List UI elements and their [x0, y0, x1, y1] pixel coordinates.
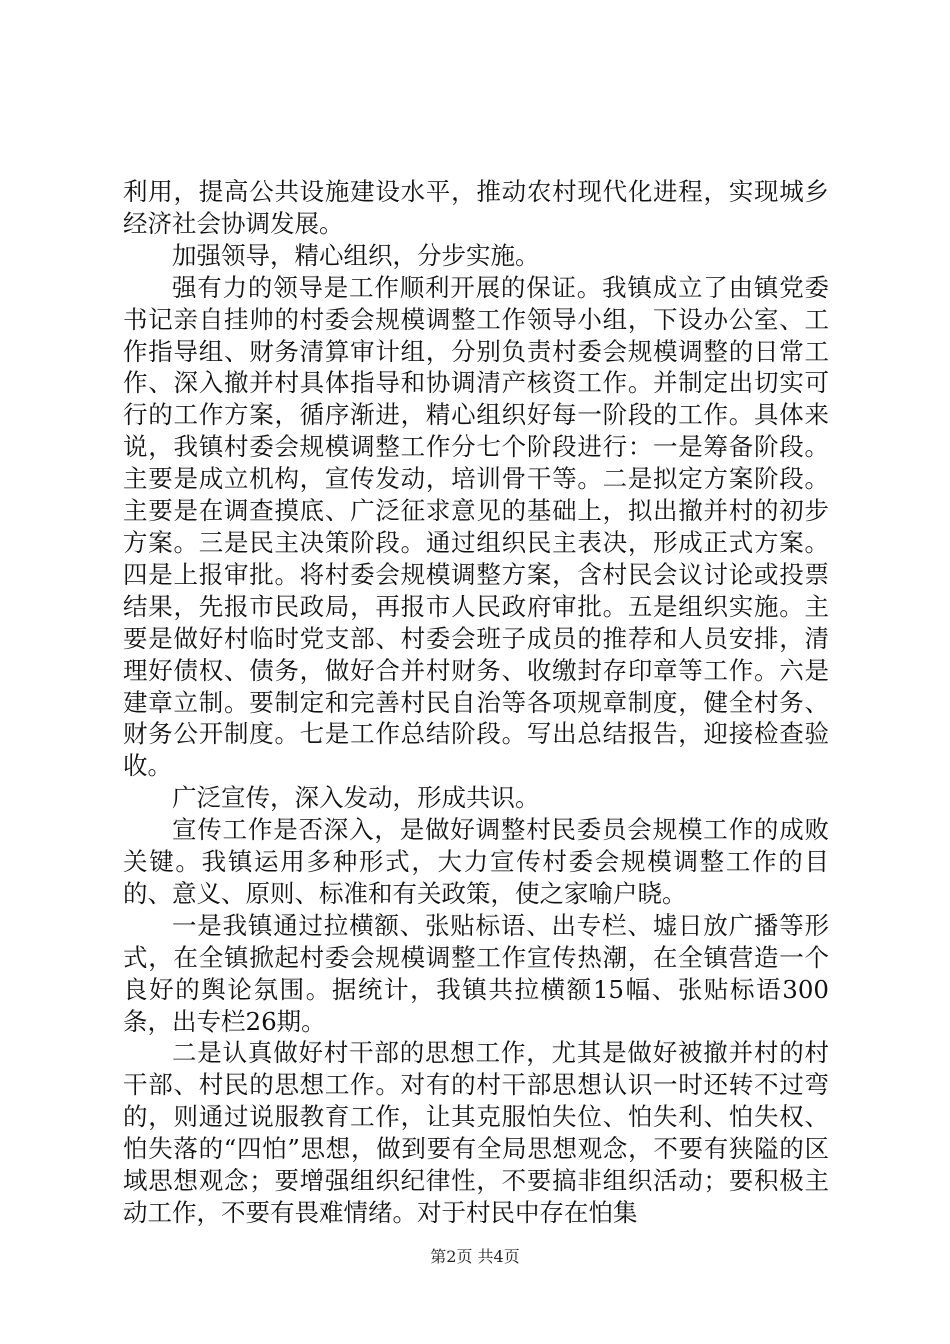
paragraph-point-two: 二是认真做好村干部的思想工作，尤其是做好被撤并村的村干部、村民的思想工作。对有的村干部思想认识一时还转不过弯的，则通过说服教育工作，让其克服怕失位、怕失利、怕失权、怕失落的“四怕”思想，做到要有全局思想观念，不要有狭隘的区域思想观念；要增强组织纪律性，不要搞非组织活动；要积极主动工作，不要有畏难情绪。对于村民中存在怕集: [123, 1038, 829, 1227]
paragraph-continuation: 利用，提高公共设施建设水平，推动农村现代化进程，实现城乡经济社会协调发展。: [123, 177, 829, 238]
paragraph-publicity: 宣传工作是否深入，是做好调整村民委员会规模工作的成败关键。我镇运用多种形式，大力宣传村委会规模调整工作的目的、意义、原则、标准和有关政策，使之家喻户晓。: [123, 815, 829, 908]
document-body: [123, 176, 829, 1229]
paragraph-point-one: 一是我镇通过拉横额、张贴标语、出专栏、墟日放广播等形式，在全镇掀起村委会规模调整工作宣传热潮，在全镇营造一个良好的舆论氛围。据统计，我镇共拉横额15幅、张贴标语300条，出专栏26期。: [123, 910, 829, 1036]
page-footer: 第2页 共4页: [430, 1247, 520, 1266]
paragraph-leadership: 强有力的领导是工作顺利开展的保证。我镇成立了由镇党委书记亲自挂帅的村委会规模调整工作领导小组，下设办公室、工作指导组、财务清算审计组，分别负责村委会规模调整的日常工作、深入撤并村具体指导和协调清产核资工作。并制定出切实可行的工作方案，循序渐进，精心组织好每一阶段的工作。具体来说，我镇村委会规模调整工作分七个阶段进行：一是筹备阶段。主要是成立机构，宣传发动，培训骨干等。二是拟定方案阶段。主要是在调查摸底、广泛征求意见的基础上，拟出撤并村的初步方案。三是民主决策阶段。通过组织民主表决，形成正式方案。四是上报审批。将村委会规模调整方案，含村民会议讨论或投票结果，先报市民政局，再报市人民政府审批。五是组织实施。主要是做好村临时党支部、村委会班子成员的推荐和人员安排，清理好债权、债务，做好合并村财务、收缴封存印章等工作。六是建章立制。要制定和完善村民自治等各项规章制度，健全村务、财务公开制度。七是工作总结阶段。写出总结报告，迎接检查验收。: [123, 272, 829, 781]
section-heading-publicity: 广泛宣传，深入发动，形成共识。: [172, 783, 540, 813]
section-heading-leadership: 加强领导，精心组织，分步实施。: [172, 240, 540, 270]
